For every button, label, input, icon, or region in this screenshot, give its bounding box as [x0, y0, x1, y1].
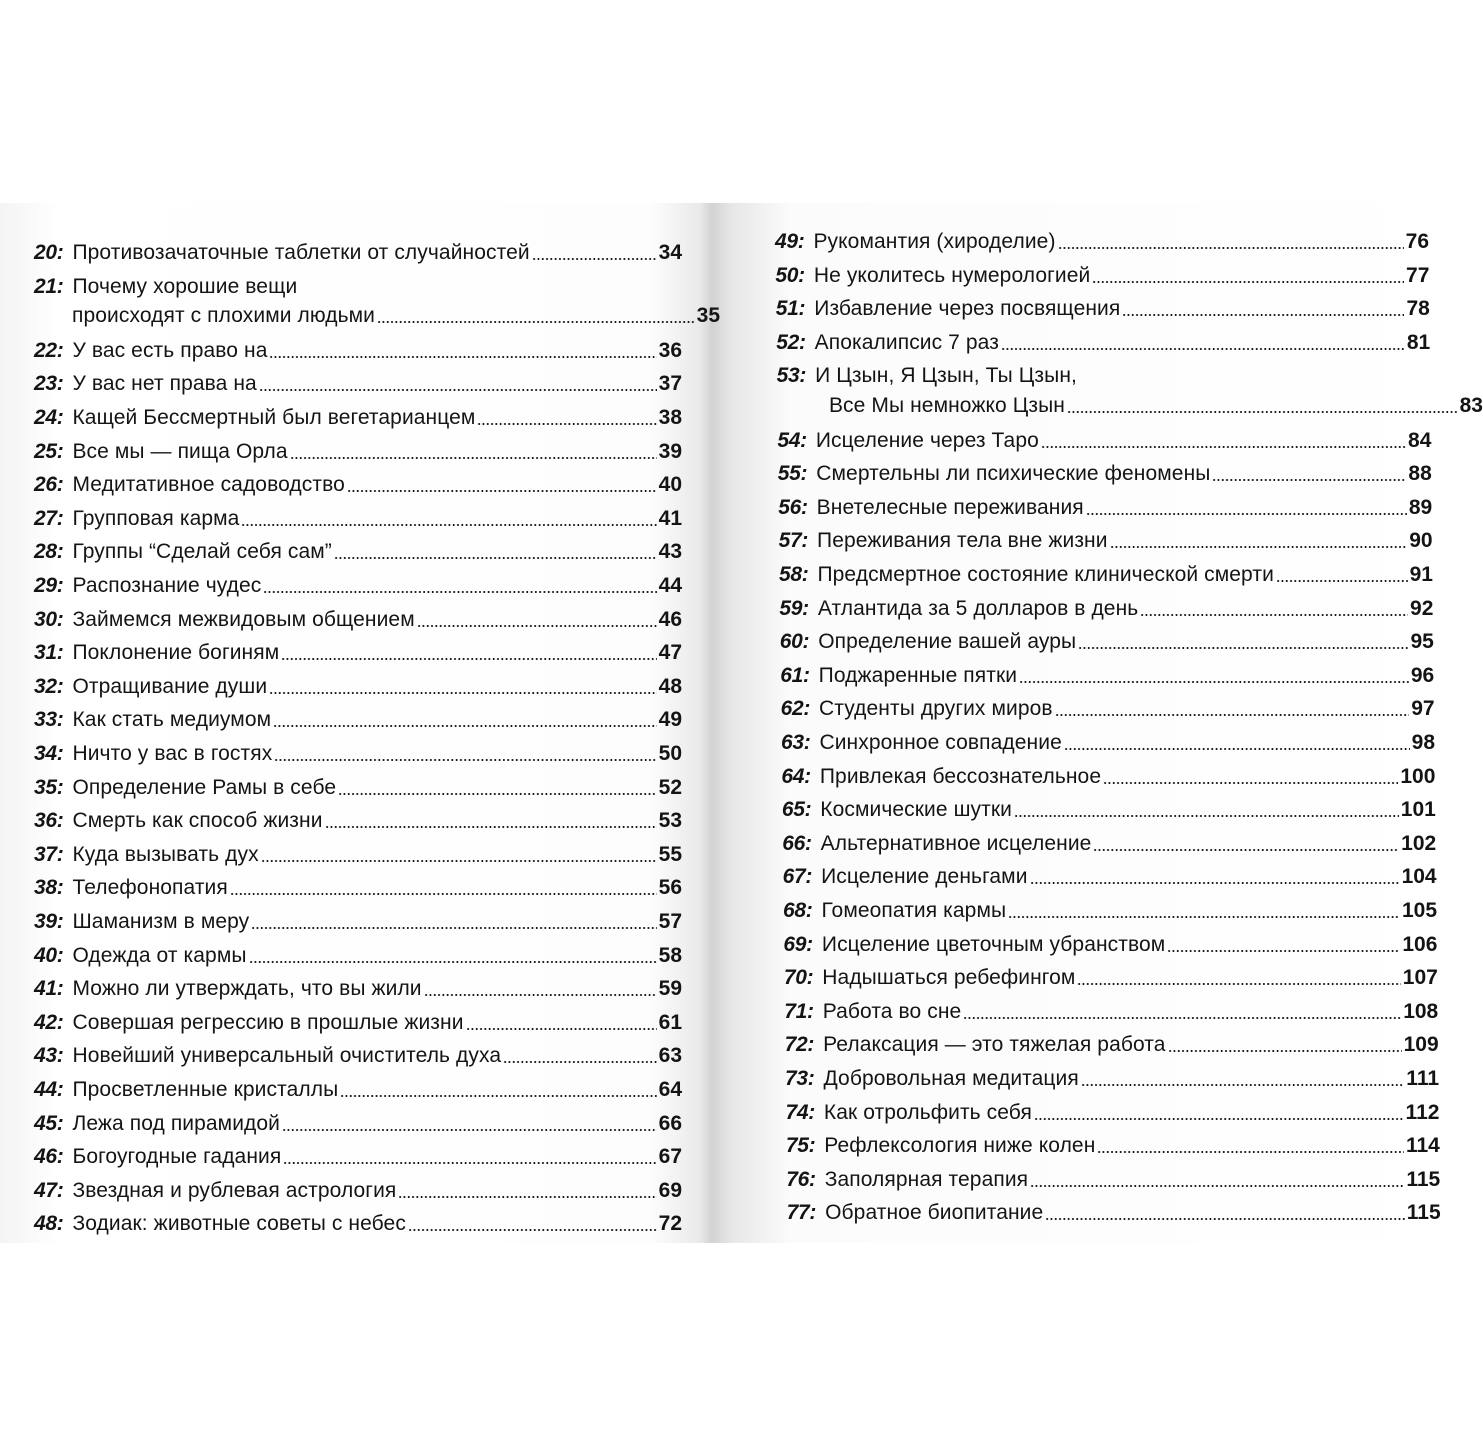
entry-title: Космические шутки [820, 798, 1012, 822]
toc-entry [34, 1174, 682, 1208]
toc-entry [34, 603, 682, 637]
dot-leader [532, 257, 657, 261]
toc-entry [784, 961, 1438, 995]
entry-title: Рукомантия (хироделие) [813, 230, 1056, 253]
entry-number: 31: [34, 641, 64, 665]
dot-leader [1019, 680, 1409, 684]
entry-number: 68: [783, 899, 813, 922]
dot-leader [1122, 313, 1404, 317]
toc-entry [34, 367, 682, 401]
toc-entry [778, 457, 1432, 491]
entry-title: Предсмертное состояние клинической смерти [817, 563, 1274, 586]
entry-title: Все Мы немножко Цзын [828, 394, 1065, 417]
page-number: 106 [1402, 932, 1438, 956]
entry-number: 50: [775, 263, 805, 287]
page-number: 84 [1408, 428, 1432, 452]
page-number: 58 [658, 943, 682, 967]
page-number: 115 [1406, 1201, 1441, 1225]
page-number: 67 [658, 1145, 682, 1169]
page-number: 44 [658, 574, 682, 597]
toc-entry [34, 1006, 682, 1040]
toc-entry [34, 670, 682, 704]
toc-entry [781, 760, 1435, 794]
page-number: 38 [658, 406, 682, 429]
page-number: 112 [1405, 1100, 1440, 1124]
entry-title: Почему хорошие вещи [72, 274, 298, 298]
entry-title: Смертельны ли психические феномены [816, 462, 1211, 486]
page-number: 61 [658, 1010, 682, 1034]
right-page [712, 203, 1483, 1243]
page-number: 64 [658, 1078, 682, 1101]
book-spread [0, 203, 1483, 1243]
entry-title: Кащей Бессмертный был вегетарианцем [72, 406, 476, 429]
toc-entry [782, 793, 1436, 827]
entry-number: 28: [34, 540, 64, 564]
page-number: 63 [658, 1044, 682, 1068]
dot-leader [963, 1016, 1401, 1020]
entry-title: Группы “Сделай себя сам” [72, 540, 332, 564]
entry-number: 76: [786, 1167, 816, 1191]
page-number: 108 [1403, 999, 1439, 1023]
toc-entry [777, 424, 1431, 458]
dot-leader [282, 1128, 657, 1132]
dot-leader [1097, 1150, 1404, 1154]
entry-title: Можно ли утверждать, что вы жили [72, 977, 422, 1001]
dot-leader [1058, 246, 1404, 250]
entry-number: 22: [34, 338, 64, 362]
page-number: 72 [658, 1212, 682, 1236]
entry-number: 40: [34, 943, 64, 967]
dot-leader [249, 960, 657, 964]
dot-leader [263, 590, 656, 594]
toc-entry [34, 502, 682, 536]
entry-number: 20: [34, 241, 64, 264]
entry-title: У вас нет права на [72, 372, 257, 396]
dot-leader [230, 892, 657, 896]
page-number: 83 [1459, 394, 1483, 417]
dot-leader [1034, 1117, 1404, 1121]
dot-leader [1064, 747, 1410, 751]
entry-number: 60: [779, 630, 810, 654]
entry-title: Добровольная медитация [823, 1067, 1079, 1090]
dot-leader [334, 556, 657, 560]
entry-title: Альтернативное исцеление [820, 831, 1092, 855]
page-number: 101 [1400, 798, 1436, 822]
entry-number: 69: [783, 932, 813, 956]
toc-entry [34, 1107, 682, 1141]
page-number: 89 [1408, 495, 1433, 519]
toc-entry [34, 703, 682, 737]
dot-leader [1110, 545, 1408, 549]
entry-number: 55: [777, 462, 808, 486]
toc-entry [786, 1129, 1440, 1163]
toc-entry [782, 827, 1436, 861]
page-number: 47 [658, 641, 682, 665]
entry-number: 27: [34, 506, 64, 530]
dot-leader [408, 1228, 657, 1232]
toc-entry [785, 1028, 1439, 1062]
dot-leader [377, 320, 695, 324]
dot-leader [338, 792, 657, 796]
entry-number: 61: [780, 663, 810, 687]
toc-entry [34, 972, 682, 1006]
dot-leader [1055, 713, 1410, 717]
dot-leader [1093, 848, 1399, 852]
dot-leader [1086, 512, 1407, 516]
dot-leader [1030, 881, 1400, 885]
dot-leader [1030, 1184, 1404, 1188]
entry-number: 24: [34, 406, 64, 429]
entry-number: 53: [776, 364, 807, 388]
page-number: 40 [658, 473, 682, 497]
page-number: 48 [658, 674, 682, 698]
entry-title: Распознание чудес [72, 574, 262, 597]
toc-entry [34, 905, 682, 939]
page-number: 104 [1401, 865, 1437, 889]
entry-number: 58: [778, 563, 809, 586]
entry-title: Внетелесные переживания [816, 495, 1084, 519]
entry-title: У вас есть право на [72, 338, 268, 362]
dot-leader [1276, 579, 1408, 583]
toc-entry [776, 292, 1430, 326]
dot-leader [503, 1060, 657, 1064]
entry-title: Все мы — пища Орла [72, 439, 288, 463]
dot-leader [1045, 1217, 1404, 1221]
entry-title: Привлекая бессознательное [819, 764, 1102, 788]
dot-leader [466, 1027, 657, 1031]
page-number: 97 [1411, 697, 1435, 721]
dot-leader [1140, 613, 1408, 617]
entry-title: Переживания тела вне жизни [817, 529, 1108, 553]
entry-title: Исцеление через Таро [815, 428, 1039, 452]
page-number: 66 [658, 1111, 682, 1135]
toc-entry [34, 838, 682, 872]
toc-entry [775, 225, 1429, 259]
entry-title: Релаксация — это тяжелая работа [823, 1033, 1166, 1057]
entry-title: Займемся межвидовым общением [72, 607, 415, 631]
page-number: 46 [658, 607, 682, 631]
entry-number: 41: [34, 977, 64, 1001]
page-number: 77 [1406, 263, 1430, 287]
entry-title: Просветленные кристаллы [72, 1078, 339, 1101]
page-number: 49 [658, 708, 682, 732]
page-number: 53 [658, 809, 682, 833]
page-number: 96 [1410, 663, 1435, 687]
page-number: 92 [1410, 596, 1434, 620]
entry-title: Определение Рамы в себе [72, 775, 337, 799]
entry-title: Гомеопатия кармы [821, 899, 1007, 922]
page-number: 59 [658, 977, 682, 1001]
entry-title: Синхронное совпадение [819, 731, 1062, 754]
toc-entry [784, 995, 1438, 1029]
entry-title: Поклонение богиням [72, 641, 280, 665]
toc-entry [34, 1039, 682, 1073]
page-number: 41 [658, 506, 682, 530]
entry-title: Новейший универсальный очиститель духа [72, 1044, 502, 1068]
entry-number: 73: [785, 1067, 815, 1090]
entry-number: 48: [34, 1212, 64, 1236]
page-number: 52 [658, 775, 682, 799]
entry-number: 57: [778, 529, 809, 553]
dot-leader [1092, 280, 1404, 284]
entry-title: Телефонопатия [72, 876, 228, 900]
entry-number: 64: [781, 764, 811, 788]
page-number: 114 [1405, 1134, 1440, 1158]
page-number: 57 [658, 910, 682, 933]
page-number: 95 [1410, 630, 1434, 654]
dot-leader [1077, 982, 1400, 986]
dot-leader [290, 456, 657, 460]
page-number: 69 [658, 1178, 682, 1202]
entry-title: Звездная и рублевая астрология [72, 1178, 397, 1202]
entry-title: Надышаться ребефингом [822, 966, 1076, 990]
entry-number: 75: [785, 1134, 816, 1158]
toc-entry [34, 299, 720, 333]
dot-leader [269, 355, 656, 359]
toc-entry [34, 871, 682, 905]
toc-entry [778, 491, 1432, 525]
dot-leader [1103, 781, 1398, 785]
entry-title: Как отрольфить себя [823, 1100, 1032, 1124]
toc-entry [34, 401, 682, 435]
page-number: 55 [658, 842, 682, 866]
toc-entry [34, 236, 682, 270]
toc-entry [779, 524, 1433, 558]
entry-title: Исцеление деньгами [821, 865, 1028, 889]
toc-entry [34, 1073, 682, 1107]
page-number: 76 [1405, 230, 1429, 253]
toc-entry [781, 692, 1435, 726]
entry-title: Студенты других миров [819, 697, 1053, 721]
dot-leader [259, 388, 657, 392]
dot-leader [398, 1195, 656, 1199]
entry-title: Зодиак: животные советы с небес [72, 1212, 406, 1236]
toc-entry [34, 435, 682, 469]
page-number: 81 [1406, 330, 1431, 354]
toc-entry [780, 625, 1434, 659]
dot-leader [273, 724, 657, 728]
entry-title: Шаманизм в меру [72, 910, 250, 933]
page-number: 78 [1406, 297, 1430, 321]
toc-entry [776, 326, 1430, 360]
page-number: 35 [696, 304, 720, 328]
dot-leader [1081, 1083, 1404, 1087]
entry-number: 29: [34, 574, 64, 597]
page-number: 109 [1403, 1033, 1439, 1057]
dot-leader [1168, 1049, 1402, 1053]
dot-leader [283, 1161, 656, 1165]
page-number: 100 [1400, 764, 1436, 788]
entry-number: 51: [775, 297, 806, 321]
entry-number: 65: [781, 798, 812, 822]
entry-number: 49: [775, 230, 805, 253]
entry-title: Не уколитесь нумерологией [813, 263, 1091, 287]
entry-number: 35: [34, 775, 64, 799]
entry-number: 39: [34, 910, 64, 933]
entry-number: 67: [782, 865, 813, 889]
entry-title: Противозачаточные таблетки от случайностей [72, 241, 530, 264]
entry-title: Обратное биопитание [825, 1201, 1044, 1225]
entry-number: 70: [783, 966, 814, 990]
entry-title: Отращивание души [72, 674, 268, 698]
dot-leader [261, 859, 657, 863]
dot-leader [347, 489, 657, 493]
toc-entry [34, 804, 682, 838]
entry-number: 25: [34, 439, 64, 463]
entry-number: 34: [34, 742, 64, 765]
entry-number: 21: [34, 274, 64, 298]
entry-number: 52: [776, 330, 806, 354]
entry-title: Групповая карма [72, 506, 240, 530]
toc-entry [783, 860, 1437, 894]
entry-number: 46: [34, 1145, 64, 1169]
toc-entry [34, 771, 682, 805]
entry-title: Определение вашей ауры [818, 630, 1077, 654]
entry-number: 66: [782, 831, 812, 855]
entry-title: Рефлексология ниже колен [824, 1134, 1096, 1158]
left-page [0, 203, 720, 1243]
dot-leader [1014, 814, 1399, 818]
toc-entry [783, 894, 1437, 928]
entry-number: 32: [34, 674, 64, 698]
entry-title: Исцеление цветочным убранством [821, 932, 1166, 956]
dot-leader [269, 691, 656, 695]
entry-title: Поджаренные пятки [818, 663, 1018, 687]
page-number: 39 [658, 439, 682, 463]
entry-number: 71: [784, 999, 814, 1023]
toc-entry [34, 334, 682, 368]
entry-title: Апокалипсис 7 раз [814, 330, 999, 354]
toc-entry [779, 558, 1433, 592]
entry-number: 30: [34, 607, 64, 631]
toc-entry [786, 1163, 1440, 1197]
dot-leader [251, 926, 656, 930]
toc-entry [34, 737, 682, 771]
dot-leader [325, 825, 657, 829]
entry-number: 38: [34, 876, 64, 900]
entry-title: Атлантида за 5 долларов в день [817, 596, 1139, 620]
entry-number: 74: [785, 1100, 815, 1124]
toc-entry [34, 535, 682, 569]
entry-title: И Цзын, Я Цзын, Ты Цзын, [815, 364, 1077, 388]
toc-entry [775, 259, 1429, 293]
page-number: 43 [658, 540, 682, 564]
entry-number: 26: [34, 473, 64, 497]
dot-leader [1001, 347, 1405, 351]
entry-title: Заполярная терапия [824, 1167, 1029, 1191]
entry-number: 37: [34, 842, 64, 866]
page-number: 90 [1409, 529, 1433, 553]
toc-entry [785, 1062, 1439, 1096]
entry-title: Ничто у вас в гостях [72, 742, 273, 765]
page-number: 88 [1408, 462, 1432, 486]
dot-leader [1212, 478, 1406, 482]
page-number: 36 [658, 338, 682, 362]
page-number: 50 [658, 742, 682, 765]
dot-leader [417, 624, 657, 628]
page-number: 56 [658, 876, 682, 900]
page-number: 37 [658, 372, 682, 396]
toc-entry [34, 468, 682, 502]
dot-leader [281, 657, 656, 661]
page-number: 102 [1401, 831, 1437, 855]
dot-leader [477, 422, 656, 426]
entry-number: 59: [779, 596, 809, 620]
page-number: 34 [658, 241, 682, 264]
dot-leader [1167, 949, 1400, 953]
entry-title: Куда вызывать дух [72, 842, 259, 866]
toc-entry [34, 569, 682, 603]
entry-title: Работа во сне [822, 999, 962, 1023]
page-number: 98 [1411, 731, 1435, 754]
dot-leader [1067, 410, 1458, 414]
entry-number: 62: [780, 697, 811, 721]
dot-leader [1008, 915, 1400, 919]
toc-entry [785, 1096, 1439, 1130]
entry-number: 56: [778, 495, 808, 519]
entry-number: 72: [784, 1033, 815, 1057]
toc-entry [779, 592, 1433, 626]
entry-number: 36: [34, 809, 64, 833]
entry-number: 43: [34, 1044, 64, 1068]
dot-leader [1078, 646, 1408, 650]
dot-leader [424, 993, 657, 997]
page-number: 91 [1409, 563, 1433, 586]
page-number: 107 [1402, 966, 1438, 990]
page-number: 105 [1401, 899, 1438, 922]
toc-entry [787, 1196, 1441, 1230]
entry-number: 44: [34, 1078, 64, 1101]
toc-entry [34, 1207, 682, 1241]
entry-number: 23: [34, 372, 64, 396]
entry-title: Медитативное садоводство [72, 473, 345, 497]
entry-number: 77: [786, 1201, 817, 1225]
dot-leader [1041, 445, 1406, 449]
entry-title: Лежа под пирамидой [72, 1111, 281, 1135]
entry-title: Избавление через посвящения [814, 297, 1121, 321]
toc-entry [34, 1140, 682, 1174]
entry-number: 33: [34, 708, 64, 732]
dot-leader [274, 758, 656, 762]
toc-entry [34, 636, 682, 670]
toc-entry [783, 928, 1437, 962]
dot-leader [340, 1094, 656, 1098]
dot-leader [241, 523, 656, 527]
entry-number: 45: [34, 1111, 64, 1135]
entry-title: Совершая регрессию в прошлые жизни [72, 1010, 464, 1034]
entry-title: Смерть как способ жизни [72, 809, 323, 833]
entry-number: 47: [34, 1178, 64, 1202]
toc-entry [781, 726, 1435, 760]
entry-title: Одежда от кармы [72, 943, 247, 967]
page-number: 115 [1406, 1167, 1441, 1191]
entry-number: 54: [777, 428, 807, 452]
page-number: 111 [1406, 1067, 1440, 1090]
entry-number: 42: [34, 1010, 64, 1034]
toc-entry [777, 389, 1483, 423]
toc-entry [34, 939, 682, 973]
entry-title: происходят с плохими людьми [72, 304, 375, 328]
entry-title: Богоугодные гадания [72, 1145, 282, 1169]
toc-entry [780, 659, 1434, 693]
entry-number: 63: [781, 731, 811, 754]
entry-title: Как стать медиумом [72, 708, 272, 732]
